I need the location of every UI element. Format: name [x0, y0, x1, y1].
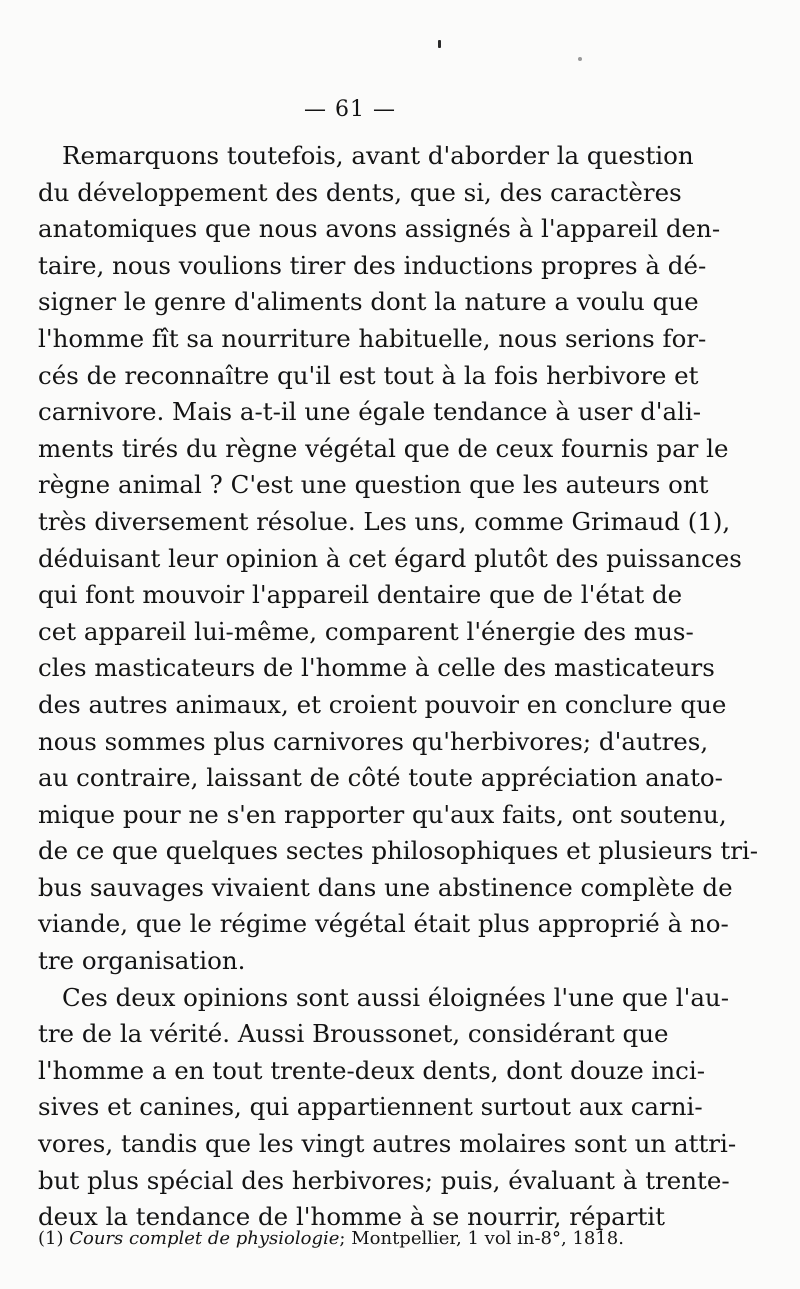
text-line: des autres animaux, et croient pouvoir en conclure que	[38, 689, 727, 719]
text-line: très diversement résolue. Les uns, comme Grimaud (1),	[38, 506, 731, 536]
text-line: anatomiques que nous avons assignés à l'appareil den-	[38, 214, 721, 244]
page-number: — 61 —	[304, 97, 396, 122]
text-line: déduisant leur opinion à cet égard plutôt des puissances	[38, 543, 742, 573]
footnote-details: ; Montpellier, 1 vol in-8°, 1818.	[339, 1228, 624, 1249]
text-line: mique pour ne s'en rapporter qu'aux faits, ont soutenu,	[38, 799, 727, 829]
text-line: signer le genre d'aliments dont la nature a voulu que	[38, 287, 699, 317]
text-line: cles masticateurs de l'homme à celle des masticateurs	[38, 653, 715, 683]
text-line: qui font mouvoir l'appareil dentaire que de l'état de	[38, 580, 683, 610]
text-line: cés de reconnaître qu'il est tout à la fois herbivore et	[38, 360, 699, 390]
footnote-title: Cours complet de physiologie	[69, 1228, 340, 1249]
text-line: l'homme fît sa nourriture habituelle, nous serions for-	[38, 323, 707, 353]
text-line: du développement des dents, que si, des caractères	[38, 177, 682, 207]
text-line: Remarquons toutefois, avant d'aborder la question	[62, 141, 694, 170]
text-line: tre de la vérité. Aussi Broussonet, considérant que	[38, 1019, 669, 1049]
text-line: règne animal ? C'est une question que les auteurs ont	[38, 470, 709, 500]
footnote	[38, 1228, 658, 1249]
ink-speck	[438, 40, 441, 48]
text-line: deux la tendance de l'homme à se nourrir, répartit	[38, 1202, 665, 1232]
text-line: but plus spécial des herbivores; puis, évaluant à trente-	[38, 1165, 730, 1195]
text-line: Ces deux opinions sont aussi éloignées l'une que l'au-	[62, 982, 729, 1012]
footnote-marker: (1)	[38, 1228, 64, 1249]
text-line: vores, tandis que les vingt autres molaires sont un attri-	[38, 1129, 737, 1159]
text-line: bus sauvages vivaient dans une abstinence complète de	[38, 872, 733, 902]
text-line: sives et canines, qui appartiennent surtout aux carni-	[38, 1092, 703, 1122]
text-line: l'homme a en tout trente-deux dents, dont douze inci-	[38, 1055, 706, 1085]
text-line: nous sommes plus carnivores qu'herbivores; d'autres,	[38, 726, 709, 756]
body-text	[38, 138, 759, 1236]
text-line: cet appareil lui-même, comparent l'énergie des mus-	[38, 616, 694, 646]
text-line: de ce que quelques sectes philosophiques et plusieurs tri-	[38, 836, 759, 866]
text-line: ments tirés du règne végétal que de ceux fournis par le	[38, 433, 729, 463]
text-line: tre organisation.	[38, 946, 246, 976]
text-line: carnivore. Mais a-t-il une égale tendance à user d'ali-	[38, 397, 702, 427]
text-line: au contraire, laissant de côté toute appréciation anato-	[38, 763, 723, 793]
text-line: viande, que le régime végétal était plus approprié à no-	[38, 909, 729, 939]
text-line: taire, nous voulions tirer des inductions propres à dé-	[38, 250, 707, 280]
ink-speck	[578, 57, 582, 61]
